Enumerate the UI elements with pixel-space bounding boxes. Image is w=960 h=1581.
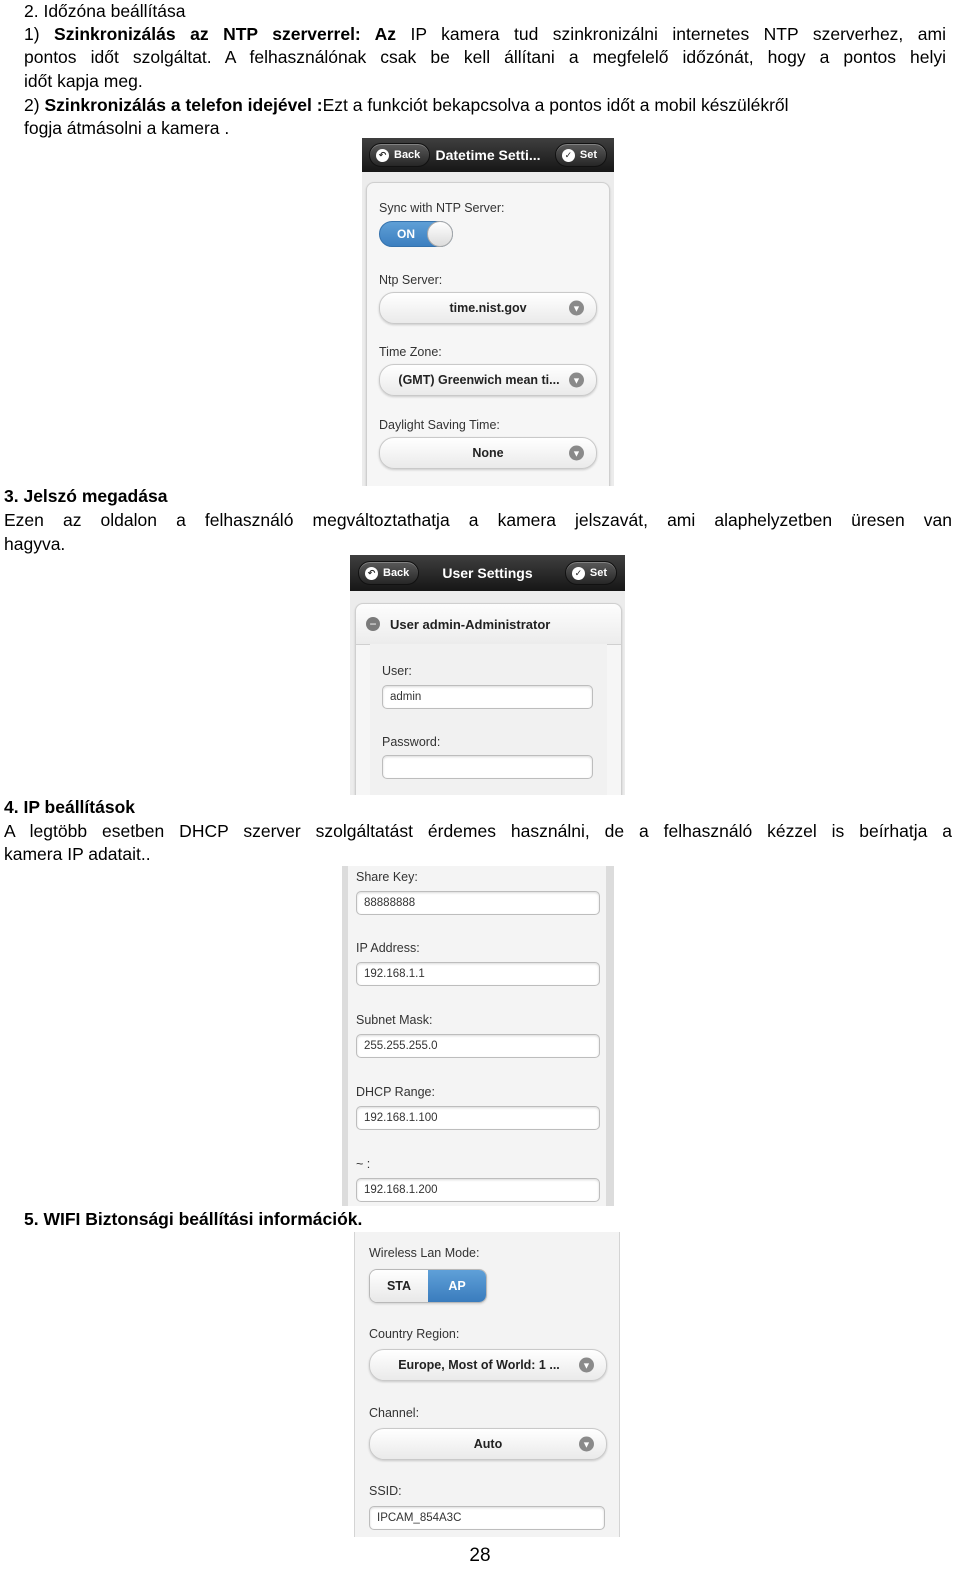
minus-icon: − [366,617,380,631]
user-form [370,644,607,795]
section2-p1-line1: 1) Szinkronizálás az NTP szerverrel: Az IP kamera tud szinkronizálni internetes NTP szerverhez, ami [24,24,946,44]
user-settings-screenshot [350,555,625,795]
ip-address-input[interactable]: 192.168.1.1 [356,962,600,986]
wireless-lan-mode-segmented [369,1269,487,1303]
datetime-card [366,182,610,486]
dhcp-range-separator-label: ~ : [356,1157,371,1171]
channel-select[interactable] [369,1428,607,1460]
chevron-down-icon: ▼ [579,1358,594,1373]
datetime-title: Datetime Setti... [435,147,541,163]
section5-heading: 5. WIFI Biztonsági beállítási információk. [24,1209,363,1229]
check-icon: ✓ [572,567,585,580]
back-button[interactable] [358,561,419,585]
section4-heading: 4. IP beállítások [4,797,135,817]
back-label: Back [394,149,421,161]
datetime-navbar [362,138,614,172]
share-key-label: Share Key: [356,870,418,884]
section3-line2: hagyva. [4,534,66,554]
time-zone-value: (GMT) Greenwich mean ti... [398,373,560,387]
ip-settings-screenshot [342,866,614,1206]
datetime-settings-screenshot [362,138,614,486]
dhcp-range-label: DHCP Range: [356,1085,435,1099]
country-region-label: Country Region: [369,1327,460,1341]
user-input[interactable]: admin [382,685,593,709]
user-card [355,603,622,795]
card-edge-right [606,866,614,1206]
user-collapsible-title: User admin-Administrator [390,616,551,632]
sync-ntp-toggle[interactable] [379,221,453,247]
dhcp-range-start-input[interactable]: 192.168.1.100 [356,1106,600,1130]
user-collapsible-header[interactable] [356,604,621,645]
time-zone-label: Time Zone: [379,345,442,359]
mode-sta-button[interactable]: STA [370,1270,428,1302]
wifi-settings-screenshot [354,1232,620,1537]
section2-p1-line2: pontos időt szolgáltat. A felhasználónak csak be kell állítani a megfelelő időzónát, hogy a pontos helyi [24,47,946,67]
mode-ap-button[interactable]: AP [428,1270,486,1302]
ip-body [342,866,614,1206]
set-button[interactable] [565,561,617,585]
dst-label: Daylight Saving Time: [379,418,500,432]
channel-label: Channel: [369,1406,420,1420]
country-region-select[interactable] [369,1349,607,1381]
user-navbar [350,555,625,591]
wifi-body [354,1232,620,1537]
section4-line2: kamera IP adatait.. [4,844,151,864]
subnet-mask-input[interactable]: 255.255.255.0 [356,1034,600,1058]
chevron-down-icon: ▼ [569,301,584,316]
back-arrow-icon: ↶ [365,567,378,580]
chevron-down-icon: ▼ [569,446,584,461]
dst-value: None [472,446,504,460]
section4-line1: A legtöbb esetben DHCP szerver szolgáltatást érdemes használni, de a felhasználó kézzel is beírhatja a [4,821,952,841]
set-button[interactable] [555,143,607,167]
ssid-input[interactable]: IPCAM_854A3C [369,1506,605,1530]
section2-p2-line1: 2) Szinkronizálás a telefon idejével :Ezt a funkciót bekapcsolva a pontos időt a mobil készülékről [24,95,789,115]
wifi-form [354,1232,620,1537]
ntp-server-select[interactable] [379,292,597,324]
country-region-value: Europe, Most of World: 1 ... [398,1358,560,1372]
datetime-body [362,172,614,486]
toggle-knob [427,221,453,247]
set-label: Set [589,567,607,579]
share-key-input[interactable]: 88888888 [356,891,600,915]
back-label: Back [383,567,410,579]
ntp-server-value: time.nist.gov [449,301,527,315]
ntp-server-label: Ntp Server: [379,273,443,287]
section2-p1-line3: időt kapja meg. [24,71,143,91]
chevron-down-icon: ▼ [579,1437,594,1452]
toggle-on-label: ON [397,227,415,241]
subnet-mask-label: Subnet Mask: [356,1013,433,1027]
section3-heading: 3. Jelszó megadása [4,486,168,506]
section2-p2-line2: fogja átmásolni a kamera . [24,118,230,138]
page-number: 28 [469,1545,491,1566]
set-label: Set [579,149,597,161]
channel-value: Auto [473,1437,503,1451]
section2-heading: 2. Időzóna beállítása [24,1,186,21]
check-icon: ✓ [562,149,575,162]
ip-address-label: IP Address: [356,941,420,955]
password-input[interactable] [382,755,593,779]
ssid-label: SSID: [369,1484,402,1498]
password-label: Password: [382,735,441,749]
chevron-down-icon: ▼ [569,373,584,388]
wireless-lan-mode-label: Wireless Lan Mode: [369,1246,480,1260]
sync-ntp-label: Sync with NTP Server: [379,201,505,215]
time-zone-select[interactable] [379,364,597,396]
back-button[interactable] [369,143,430,167]
dst-select[interactable] [379,437,597,469]
user-label: User: [382,664,412,678]
user-settings-title: User Settings [442,565,533,581]
ip-form [348,866,606,1206]
back-arrow-icon: ↶ [376,149,389,162]
user-body [350,591,625,795]
dhcp-range-end-input[interactable]: 192.168.1.200 [356,1178,600,1202]
section3-line1: Ezen az oldalon a felhasználó megváltoztathatja a kamera jelszavát, ami alaphelyzetben üresen van [4,510,952,530]
